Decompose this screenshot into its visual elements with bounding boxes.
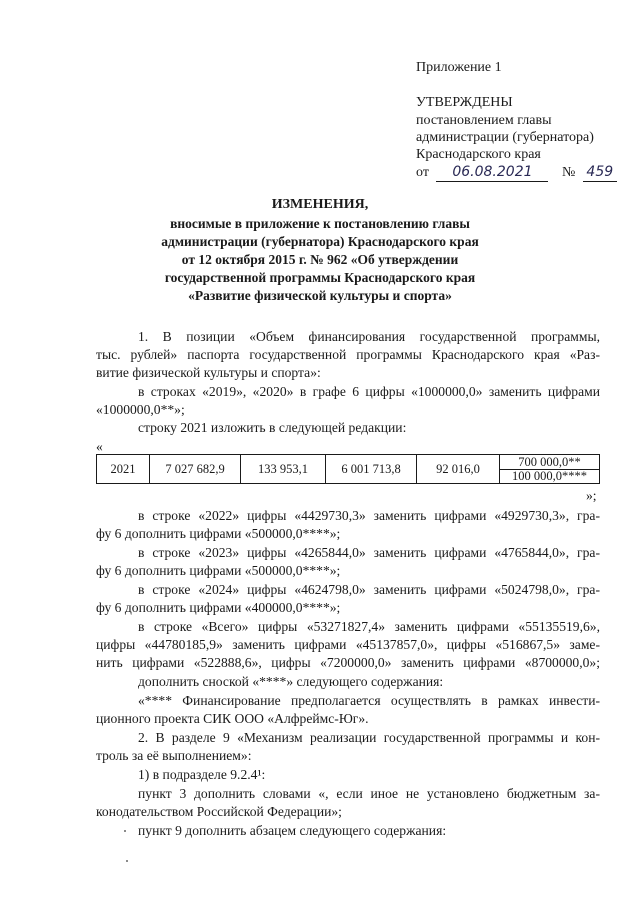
body-line: конодательством Российской Федерации»; xyxy=(96,804,342,819)
body-line: цифры «44780185,9» заменить цифрами «45137857,0», цифры «516867,5» заме- xyxy=(96,637,600,652)
body-line: в строке «2024» цифры «4624798,0» заменить цифрами «5024798,0», гра- xyxy=(138,582,600,597)
table-cell-total: 7 027 682,9 xyxy=(150,455,241,484)
body-line: строку 2021 изложить в следующей редакции: xyxy=(138,420,407,435)
approved-line-2: администрации (губернатора) xyxy=(416,130,594,145)
handwritten-number: 459 xyxy=(586,164,614,180)
body-line: «**** Финансирование предполагается осуществлять в рамках инвести- xyxy=(138,693,600,708)
approved-label: УТВЕРЖДЕНЫ xyxy=(416,95,513,110)
title-line-3: от 12 октября 2015 г. № 962 «Об утверждении xyxy=(181,252,459,267)
body-line: 1. В позиции «Объем финансирования государственной программы, xyxy=(138,329,600,344)
date-field xyxy=(436,164,548,182)
table-row xyxy=(97,455,600,484)
table-cell-extrabudgetary xyxy=(500,455,600,484)
body-line: 2. В разделе 9 «Механизм реализации государственной программы и кон- xyxy=(138,730,600,745)
body-line: в строке «2022» цифры «4429730,3» заменить цифрами «4929730,3», гра- xyxy=(138,508,600,523)
title-line-4: государственной программы Краснодарского края xyxy=(164,270,476,285)
number-field xyxy=(583,164,617,182)
approval-date-line xyxy=(416,164,617,182)
document-title: ИЗМЕНЕНИЯ, xyxy=(271,197,369,212)
approved-line-1: постановлением главы xyxy=(416,113,552,128)
approved-line-3: Краснодарского края xyxy=(416,147,541,162)
body-line: дополнить сноской «****» следующего содержания: xyxy=(138,674,444,689)
body-line: в строке «2023» цифры «4265844,0» заменить цифрами «4765844,0», гра- xyxy=(138,545,600,560)
quote-close: »; xyxy=(586,488,597,503)
number-label: № xyxy=(561,165,576,180)
body-line: фу 6 дополнить цифрами «500000,0****»; xyxy=(96,563,341,578)
from-label: от xyxy=(416,165,429,180)
body-line: в строках «2019», «2020» в графе 6 цифры «1000000,0» заменить цифрами xyxy=(138,384,600,399)
body-line: пункт 3 дополнить словами «, если иное не установлено бюджетным за- xyxy=(138,786,600,801)
table-subcell-top: 700 000,0** xyxy=(500,455,599,470)
table-cell-federal: 133 953,1 xyxy=(241,455,326,484)
body-line: фу 6 дополнить цифрами «500000,0****»; xyxy=(96,526,341,541)
body-line: в строке «Всего» цифры «53271827,4» заменить цифрами «55135519,6», xyxy=(138,619,600,634)
table-cell-regional: 6 001 713,8 xyxy=(326,455,417,484)
body-line: тыс. рублей» паспорта государственной программы Краснодарского края «Раз- xyxy=(96,347,600,362)
financing-table xyxy=(96,454,600,484)
title-line-2: администрации (губернатора) Краснодарского края xyxy=(161,234,479,249)
handwritten-date: 06.08.2021 xyxy=(452,164,533,180)
body-line: троль за её выполнением»: xyxy=(96,748,252,763)
body-line: 1) в подразделе 9.2.4¹: xyxy=(138,767,266,782)
quote-open: « xyxy=(96,439,103,454)
title-line-5: «Развитие физической культуры и спорта» xyxy=(188,288,452,303)
appendix-label: Приложение 1 xyxy=(416,60,502,75)
body-line: нить цифрами «522888,6», цифры «7200000,0» заменить цифрами «8700000,0»; xyxy=(96,655,600,670)
body-line: витие физической культуры и спорта»: xyxy=(96,365,321,380)
title-line-1: вносимые в приложение к постановлению главы xyxy=(170,216,470,231)
table-subcell-bottom: 100 000,0**** xyxy=(512,469,587,483)
scan-speck xyxy=(126,860,128,862)
body-line: «1000000,0**»; xyxy=(96,402,185,417)
scan-speck xyxy=(124,830,126,832)
body-line: фу 6 дополнить цифрами «400000,0****»; xyxy=(96,600,341,615)
body-line: ционного проекта СИК ООО «Алфреймс-Юг». xyxy=(96,711,369,726)
table-cell-year: 2021 xyxy=(97,455,150,484)
table-cell-local: 92 016,0 xyxy=(417,455,500,484)
body-line: пункт 9 дополнить абзацем следующего содержания: xyxy=(138,823,447,838)
